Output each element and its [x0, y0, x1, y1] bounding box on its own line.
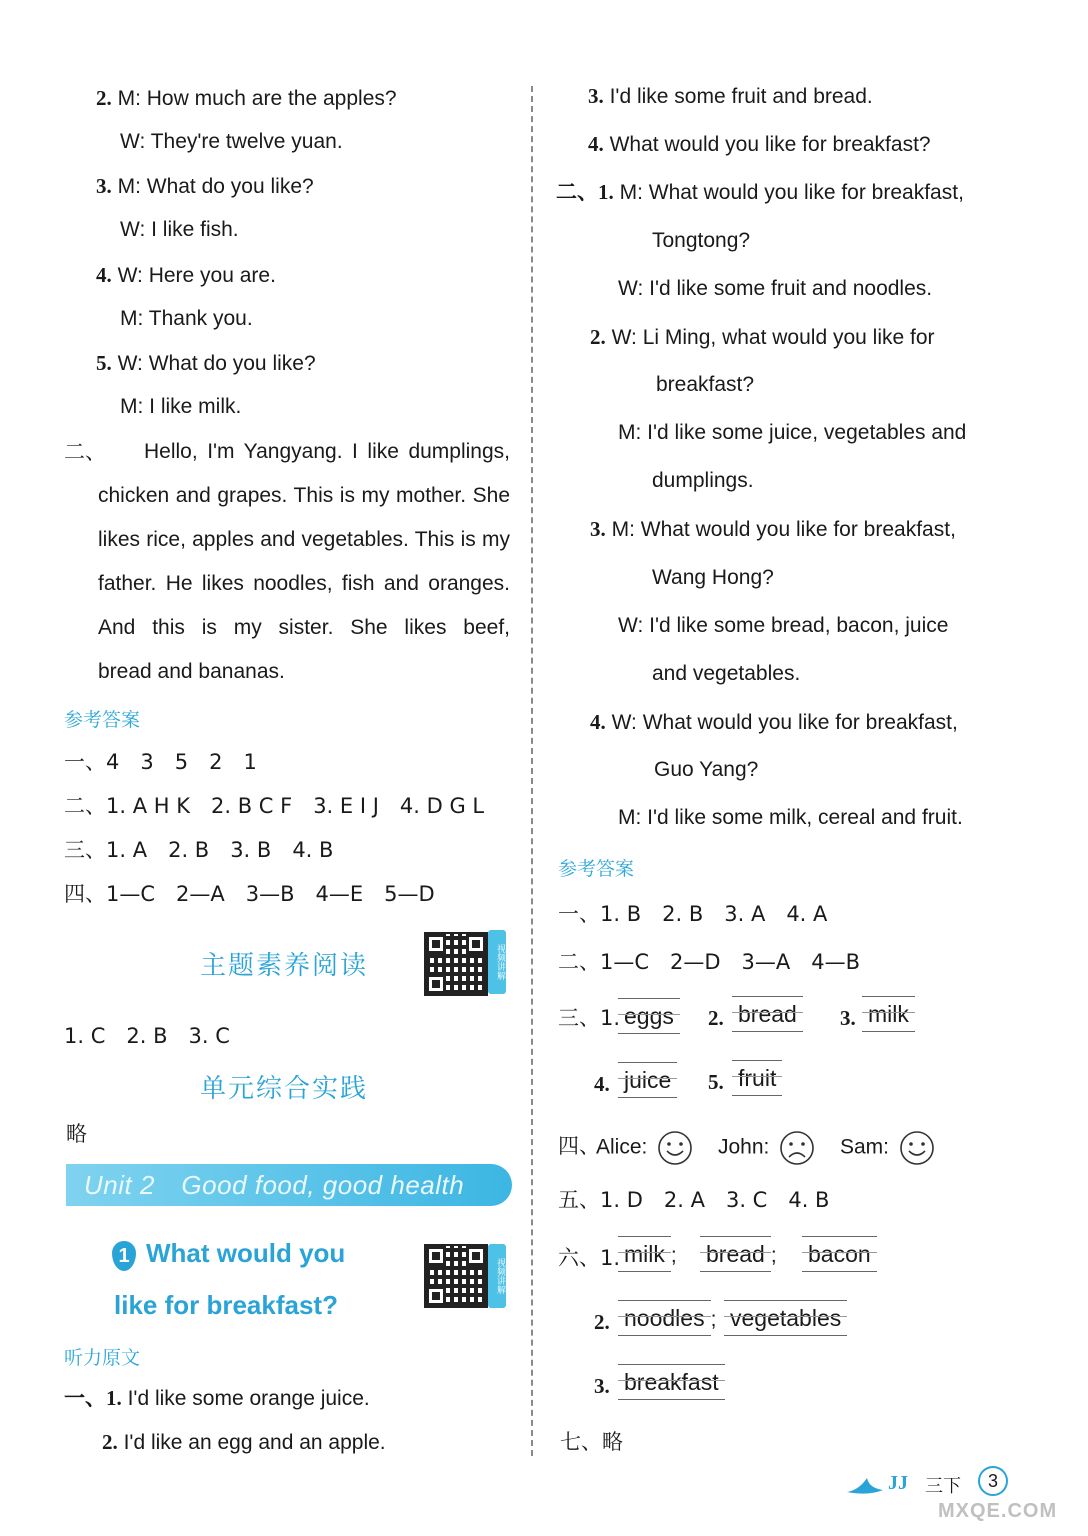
- answer-line: 二、1. A H K 2. B C F 3. E I J 4. D G L: [64, 794, 485, 818]
- dialog-line: 4. W: What would you like for breakfast,: [590, 710, 958, 734]
- lesson-number: 1: [112, 1241, 136, 1271]
- write-answer: vegetables: [724, 1304, 847, 1334]
- answers-heading: 参考答案: [558, 858, 635, 880]
- answer-prefix: 六、1.: [558, 1246, 621, 1270]
- dialog-line: M: I'd like some juice, vegetables and: [618, 421, 967, 444]
- answer-number: 2.: [594, 1310, 610, 1334]
- dialog-line: 3. M: What do you like?: [96, 174, 314, 198]
- answer-number: 3.: [840, 1006, 856, 1030]
- grade-label: 三下: [925, 1476, 961, 1497]
- dialog-line: 二、1. M: What would you like for breakfast,: [556, 180, 964, 204]
- dialog-line: 2. W: Li Ming, what would you like for: [590, 325, 935, 349]
- dialog-line: and vegetables.: [652, 662, 801, 685]
- dialog-line: M: Thank you.: [120, 307, 253, 330]
- answer-line: 七、略: [560, 1430, 623, 1454]
- watermark: MXQE.COM: [938, 1500, 1058, 1522]
- answer-line: 二、1—C 2—D 3—A 4—B: [558, 950, 861, 974]
- practice-title: 单元综合实践: [200, 1074, 369, 1104]
- write-answer: eggs: [618, 1002, 680, 1032]
- dialog-line: Guo Yang?: [654, 758, 759, 781]
- dialog-line: W: I'd like some bread, bacon, juice: [618, 614, 949, 637]
- dialog-line: W: I'd like some fruit and noodles.: [618, 277, 933, 300]
- dialog-line: breakfast?: [656, 373, 755, 396]
- paragraph-line: And this is my sister. She likes beef,: [98, 616, 510, 639]
- paragraph-line: bread and bananas.: [98, 660, 285, 683]
- listening-paragraph: [98, 438, 510, 702]
- column-divider: [531, 86, 533, 1456]
- answer-line: 一、1. B 2. B 3. A 4. A: [558, 902, 828, 926]
- lesson-title: What would you: [146, 1238, 346, 1268]
- face-answer: Alice:: [596, 1130, 693, 1166]
- section-marker: 二、: [64, 440, 106, 464]
- write-answer: milk: [862, 1000, 915, 1030]
- write-answer: noodles ;: [618, 1304, 716, 1334]
- listening-line: 4. What would you like for breakfast?: [588, 132, 931, 156]
- dialog-line: 4. W: Here you are.: [96, 263, 276, 287]
- face-answer: John:: [718, 1130, 815, 1166]
- answers-heading: 参考答案: [64, 709, 141, 731]
- paragraph-line: likes rice, apples and vegetables. This is my: [98, 528, 510, 551]
- listening-heading: 听力原文: [64, 1347, 141, 1369]
- dialog-line: M: I'd like some milk, cereal and fruit.: [618, 806, 963, 829]
- dialog-line: 3. M: What would you like for breakfast,: [590, 517, 956, 541]
- answer-line: 四、1—C 2—A 3—B 4—E 5—D: [64, 882, 435, 906]
- write-answer: bacon: [802, 1240, 877, 1270]
- answer-prefix: 三、1.: [558, 1006, 621, 1030]
- sad-face-icon: [779, 1130, 815, 1166]
- write-answer: bread: [732, 1000, 803, 1030]
- dialog-line: W: I like fish.: [120, 218, 239, 241]
- qr-code[interactable]: [424, 932, 488, 996]
- unit-banner: Unit 2 Good food, good health: [66, 1164, 512, 1206]
- listening-line: 2. I'd like an egg and an apple.: [102, 1430, 386, 1454]
- answer-number: 5.: [708, 1070, 724, 1094]
- write-answer: juice: [618, 1066, 677, 1096]
- dialog-line: W: They're twelve yuan.: [120, 130, 343, 153]
- dialog-line: Wang Hong?: [652, 566, 774, 589]
- answer-line: 三、1. A 2. B 3. B 4. B: [64, 838, 334, 862]
- qr-code[interactable]: [424, 1244, 488, 1308]
- dialog-line: dumplings.: [652, 469, 754, 492]
- answer-prefix: 四、: [558, 1134, 600, 1158]
- video-tag: 视频讲解: [488, 1244, 506, 1308]
- reading-title: 主题素养阅读: [200, 951, 369, 981]
- dialog-line: 5. W: What do you like?: [96, 351, 316, 375]
- dialog-line: 2. M: How much are the apples?: [96, 86, 397, 110]
- write-answer: breakfast: [618, 1368, 725, 1398]
- page-number: 3: [978, 1466, 1008, 1496]
- face-answer: Sam:: [840, 1130, 935, 1166]
- listening-line: 3. I'd like some fruit and bread.: [588, 84, 873, 108]
- video-tag: 视频讲解: [488, 930, 506, 994]
- lesson-title: like for breakfast?: [114, 1290, 338, 1320]
- happy-face-icon: [899, 1130, 935, 1166]
- answer-number: 2.: [708, 1006, 724, 1030]
- paragraph-line: Hello, I'm Yangyang. I like dumplings,: [144, 440, 510, 463]
- dialog-line: M: I like milk.: [120, 395, 242, 418]
- dialog-line: Tongtong?: [652, 229, 751, 252]
- answer-line: 五、1. D 2. A 3. C 4. B: [558, 1188, 830, 1212]
- answer-number: 3.: [594, 1374, 610, 1398]
- answer-number: 4.: [594, 1072, 610, 1096]
- listening-line: 一、1. I'd like some orange juice.: [64, 1386, 370, 1410]
- series-mark: JJ: [888, 1472, 908, 1494]
- write-answer: milk ;: [618, 1240, 677, 1270]
- reading-answers: 1. C 2. B 3. C: [64, 1024, 230, 1048]
- happy-face-icon: [657, 1130, 693, 1166]
- bird-logo-icon: [845, 1470, 885, 1496]
- paragraph-line: father. He likes noodles, fish and oranges.: [98, 572, 510, 595]
- write-answer: fruit: [732, 1064, 782, 1094]
- write-answer: bread ;: [700, 1240, 777, 1270]
- answer-line: 一、4 3 5 2 1: [64, 750, 257, 774]
- practice-text: 略: [66, 1122, 87, 1146]
- paragraph-line: chicken and grapes. This is my mother. She: [98, 484, 510, 507]
